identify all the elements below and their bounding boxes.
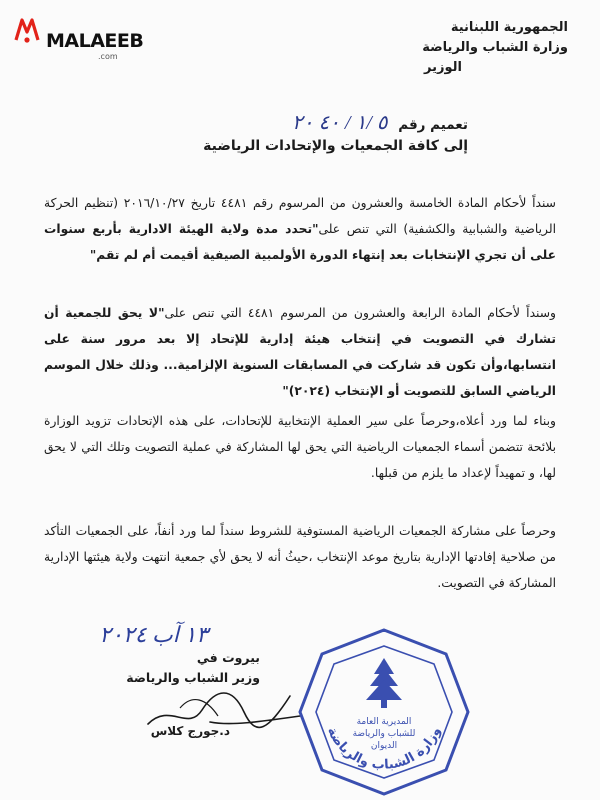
stamp-outer-text: وزارة الشباب والرياضة (323, 724, 445, 773)
letterhead-republic: الجمهورية اللبنانية (450, 20, 568, 35)
letterhead (348, 18, 568, 78)
paragraph-2-quote: "لا يحق للجمعية أن تشارك في التصويت في إنتخاب هيئة إدارية للإتحاد إلا بعد مرور سنة على انتسابها،وأن تكون قد شاركت في المسابقات السنوية الإلزامية... وذلك خلال الموسم الرياضي السابق للتصويت أو الإنتخاب (٢٠٢٤)" (44, 306, 556, 398)
paragraph-3: وبناء لما ورد أعلاه،وحرصاً على سير العملية الإنتخابية للإتحادات، على هذه الإتحادات تزويد الوزارة بلائحة تتضمن أسماء الجمعيات الرياضية التي يحق لها المشاركة في عملية التصويت وتلك التي لا يحق لها، و تمهيداً لإعداد ما يلزم من قبلها. (44, 414, 556, 480)
signature-place: بيروت في (196, 650, 260, 665)
malaeeb-logo-icon (12, 14, 42, 44)
logo-domain: .com (98, 52, 118, 61)
stamp-line-2: للشباب والرياضة (352, 729, 416, 739)
official-stamp (296, 624, 472, 800)
cedar-emblem-icon (366, 658, 402, 708)
paragraph-1 (44, 190, 556, 268)
signatory-name: د.جورج كلاس (150, 724, 230, 738)
letterhead-minister: الوزير (424, 60, 462, 75)
paragraph-2 (44, 300, 556, 404)
paragraph-4: وحرصاً على مشاركة الجمعيات الرياضية المستوفية للشروط سنداً لما ورد أنفاً، على الجمعيات التأكد من صلاحية إفادتها الإدارية بتاريخ موعد الإنتخاب ،حيثُ أنه لا يحق لأي جمعية انتهت ولاية هيئتها الإدارية المشاركة في التصويت. (44, 524, 556, 590)
handwritten-date: ١٣ آب ٢٠٢٤ (99, 622, 208, 647)
signature-title: وزير الشباب والرياضة (126, 670, 260, 685)
circular-number: ٥ /١ / ٤٠ ٢٠ (291, 112, 388, 134)
letterhead-ministry: وزارة الشباب والرياضة (422, 40, 568, 55)
stamp-line-1: المديرية العامة (356, 717, 412, 727)
paragraph-2-text: وسنداً لأحكام المادة الرابعة والعشرون من المرسوم ٤٤٨١ التي تنص على (164, 306, 556, 320)
addressee: إلى كافة الجمعيات والإتحادات الرياضية (203, 138, 468, 154)
circular-label: تعميم رقم (398, 117, 468, 133)
paragraph-1-quote: "تحدد مدة ولاية الهيئة الادارية بأربع سنوات على أن تجري الإنتخابات بعد إنتهاء الدورة الأولمبية الصيفية أقيمت أم لم تقم" (44, 222, 556, 262)
logo-wordmark: MALAEEB (46, 30, 144, 52)
circular-heading (208, 110, 468, 135)
stamp-line-3: الديوان (370, 741, 398, 751)
paragraph-1-text: سنداً لأحكام المادة الخامسة والعشرون من المرسوم رقم ٤٤٨١ تاريخ ٢٠١٦/١٠/٢٧ (تنظيم الحركة الرياضية والشبابية والكشفية) التي تنص على (44, 196, 556, 236)
malaeeb-logo (12, 12, 144, 64)
